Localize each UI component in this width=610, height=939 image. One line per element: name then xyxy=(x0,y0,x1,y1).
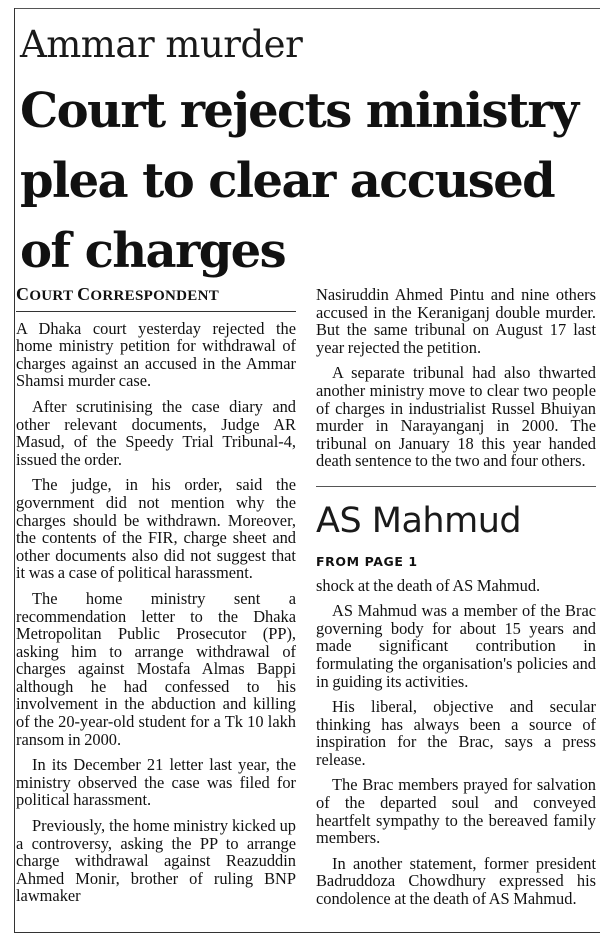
right-column xyxy=(316,286,596,916)
article-paragraph: The judge, in his order, said the government did not mention why the charges should be withdrawn. Moreover, the contents of the FIR, charge sheet and other documents also did not suggest that it was a case of political harassment. xyxy=(16,475,296,583)
from-page-label: FROM PAGE 1 xyxy=(316,553,418,569)
byline: COURT CORRESPONDENT xyxy=(16,286,296,312)
article-paragraph: After scrutinising the case diary and other relevant documents, Judge AR Masud, of the Speedy Trial Tribunal-4, issued the order. xyxy=(16,396,296,469)
second-story-paragraph: shock at the death of AS Mahmud. xyxy=(316,575,541,595)
left-column xyxy=(16,286,296,913)
second-story-paragraph: The Brac members prayed for salvation of the departed soul and conveyed heartfelt sympathy to the bereaved family members. xyxy=(316,775,596,848)
top-rule xyxy=(14,8,600,9)
bottom-rule xyxy=(14,932,600,933)
article-paragraph: The home ministry sent a recommendation letter to the Dhaka Metropolitan Public Prosecutor (PP), asking him to arrange withdrawal of charges against Mostafa Almas Bappi although he had confessed to his involvement in the abduction and killing of the 20-year-old student for a Tk 10 lakh ransom in 2000. xyxy=(16,588,296,749)
second-story-headline: AS Mahmud xyxy=(316,486,596,541)
article-paragraph: A separate tribunal had also thwarted another ministry move to clear two people of charges in industrialist Russel Bhuiyan murder in Narayanganj in 2000. The tribunal on January 18 this year handed death sentence to the two and four others. xyxy=(316,363,596,471)
left-rule xyxy=(14,8,15,933)
article-paragraph: Nasiruddin Ahmed Pintu and nine others accused in the Keraniganj double murder. But the same tribunal on August 17 last year rejected the petition. xyxy=(316,285,596,357)
article-paragraph: A Dhaka court yesterday rejected the home ministry petition for withdrawal of charges against an accused in the Ammar Shamsi murder case. xyxy=(16,318,296,391)
kicker: Ammar murder xyxy=(20,23,303,66)
article-paragraph: Previously, the home ministry kicked up a controversy, asking the PP to arrange charge withdrawal against Reazuddin Ahmed Monir, brother of ruling BNP lawmaker xyxy=(16,816,296,906)
second-story-paragraph: In another statement, former president Badruddoza Chowdhury expressed his condolence at the death of AS Mahmud. xyxy=(316,853,596,909)
headline: Court rejects ministry plea to clear accused of charges xyxy=(20,83,578,279)
article-paragraph: In its December 21 letter last year, the ministry observed the case was filed for political harassment. xyxy=(16,755,296,810)
second-story-paragraph: AS Mahmud was a member of the Brac governing body for about 15 years and made significant contribution in formulating the organisation's policies and in guiding its activities. xyxy=(316,601,596,691)
second-story-paragraph: His liberal, objective and secular thinking has always been a source of inspiration for the Brac, says a press release. xyxy=(316,697,596,769)
